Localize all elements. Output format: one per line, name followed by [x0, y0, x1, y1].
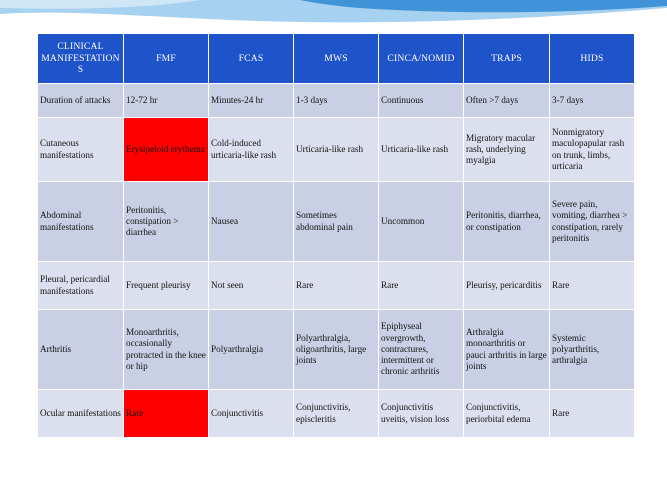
table-cell: Polyarthralgia — [209, 310, 294, 390]
table-cell: Conjunctivitis, periorbital edema — [464, 390, 550, 438]
table-cell: Pleurisy, pericarditis — [464, 262, 550, 310]
table-cell: Conjunctivitis uveitis, vision loss — [379, 390, 464, 438]
header-hids: HIDS — [550, 34, 635, 84]
table-cell: Arthralgia monoarthritis or pauci arthritis in large joints — [464, 310, 550, 390]
table-cell: Uncommon — [379, 182, 464, 262]
table-cell: Severe pain, vomiting, diarrhea > constipation, rarely peritonitis — [550, 182, 635, 262]
table-row — [38, 84, 635, 118]
table-cell: Cold-induced urticaria-like rash — [209, 118, 294, 182]
table-header-row — [38, 34, 635, 84]
table-cell: Urticaria-like rash — [379, 118, 464, 182]
table-cell: Continuous — [379, 84, 464, 118]
table-cell: Rare — [550, 262, 635, 310]
table-cell: Often >7 days — [464, 84, 550, 118]
table-cell: Rare — [294, 262, 379, 310]
header-clinical-manifestations: CLINICAL MANIFESTATIONS — [38, 34, 124, 84]
table-cell: 12-72 hr — [124, 84, 209, 118]
table-cell: 1-3 days — [294, 84, 379, 118]
table-cell: Monoarthritis, occasionally protracted in the knee or hip — [124, 310, 209, 390]
table-cell: Epiphyseal overgrowth, contractures, intermittent or chronic arthritis — [379, 310, 464, 390]
table-cell: Peritonitis, constipation > diarrhea — [124, 182, 209, 262]
table-cell: Sometimes abdominal pain — [294, 182, 379, 262]
header-fmf: FMF — [124, 34, 209, 84]
table-row — [38, 390, 635, 438]
header-traps: TRAPS — [464, 34, 550, 84]
row-label: Ocular manifestations — [38, 390, 124, 438]
table-cell: Nonmigratory maculopapular rash on trunk, limbs, urticaria — [550, 118, 635, 182]
table-cell: Systemic polyarthritis, arthralgia — [550, 310, 635, 390]
row-label: Duration of attacks — [38, 84, 124, 118]
table-cell: Rare — [379, 262, 464, 310]
table-cell: Nausea — [209, 182, 294, 262]
table-row — [38, 118, 635, 182]
header-fcas: FCAS — [209, 34, 294, 84]
header-mws: MWS — [294, 34, 379, 84]
table-cell: Polyarthralgia, oligoarthritis, large joints — [294, 310, 379, 390]
table-row — [38, 310, 635, 390]
table-cell: Not seen — [209, 262, 294, 310]
row-label: Abdominal manifestations — [38, 182, 124, 262]
row-label: Pleural, pericardial manifestations — [38, 262, 124, 310]
table-cell: Conjunctivitis, episcleritis — [294, 390, 379, 438]
clinical-manifestations-table — [37, 33, 635, 438]
table-cell: Rare — [124, 390, 209, 438]
table-cell: Conjunctivitis — [209, 390, 294, 438]
table-cell: Migratory macular rash, underlying myalgia — [464, 118, 550, 182]
table-row — [38, 262, 635, 310]
table-cell: Urticaria-like rash — [294, 118, 379, 182]
table-cell: 3-7 days — [550, 84, 635, 118]
table-row — [38, 182, 635, 262]
table-cell: Frequent pleurisy — [124, 262, 209, 310]
table-cell: Rare — [550, 390, 635, 438]
table-cell: Minutes-24 hr — [209, 84, 294, 118]
row-label: Cutaneous manifestations — [38, 118, 124, 182]
table-cell: Erysipeloid erythema — [124, 118, 209, 182]
header-cinca-nomid: CINCA/NOMID — [379, 34, 464, 84]
row-label: Arthritis — [38, 310, 124, 390]
table-cell: Peritonitis, diarrhea, or constipation — [464, 182, 550, 262]
